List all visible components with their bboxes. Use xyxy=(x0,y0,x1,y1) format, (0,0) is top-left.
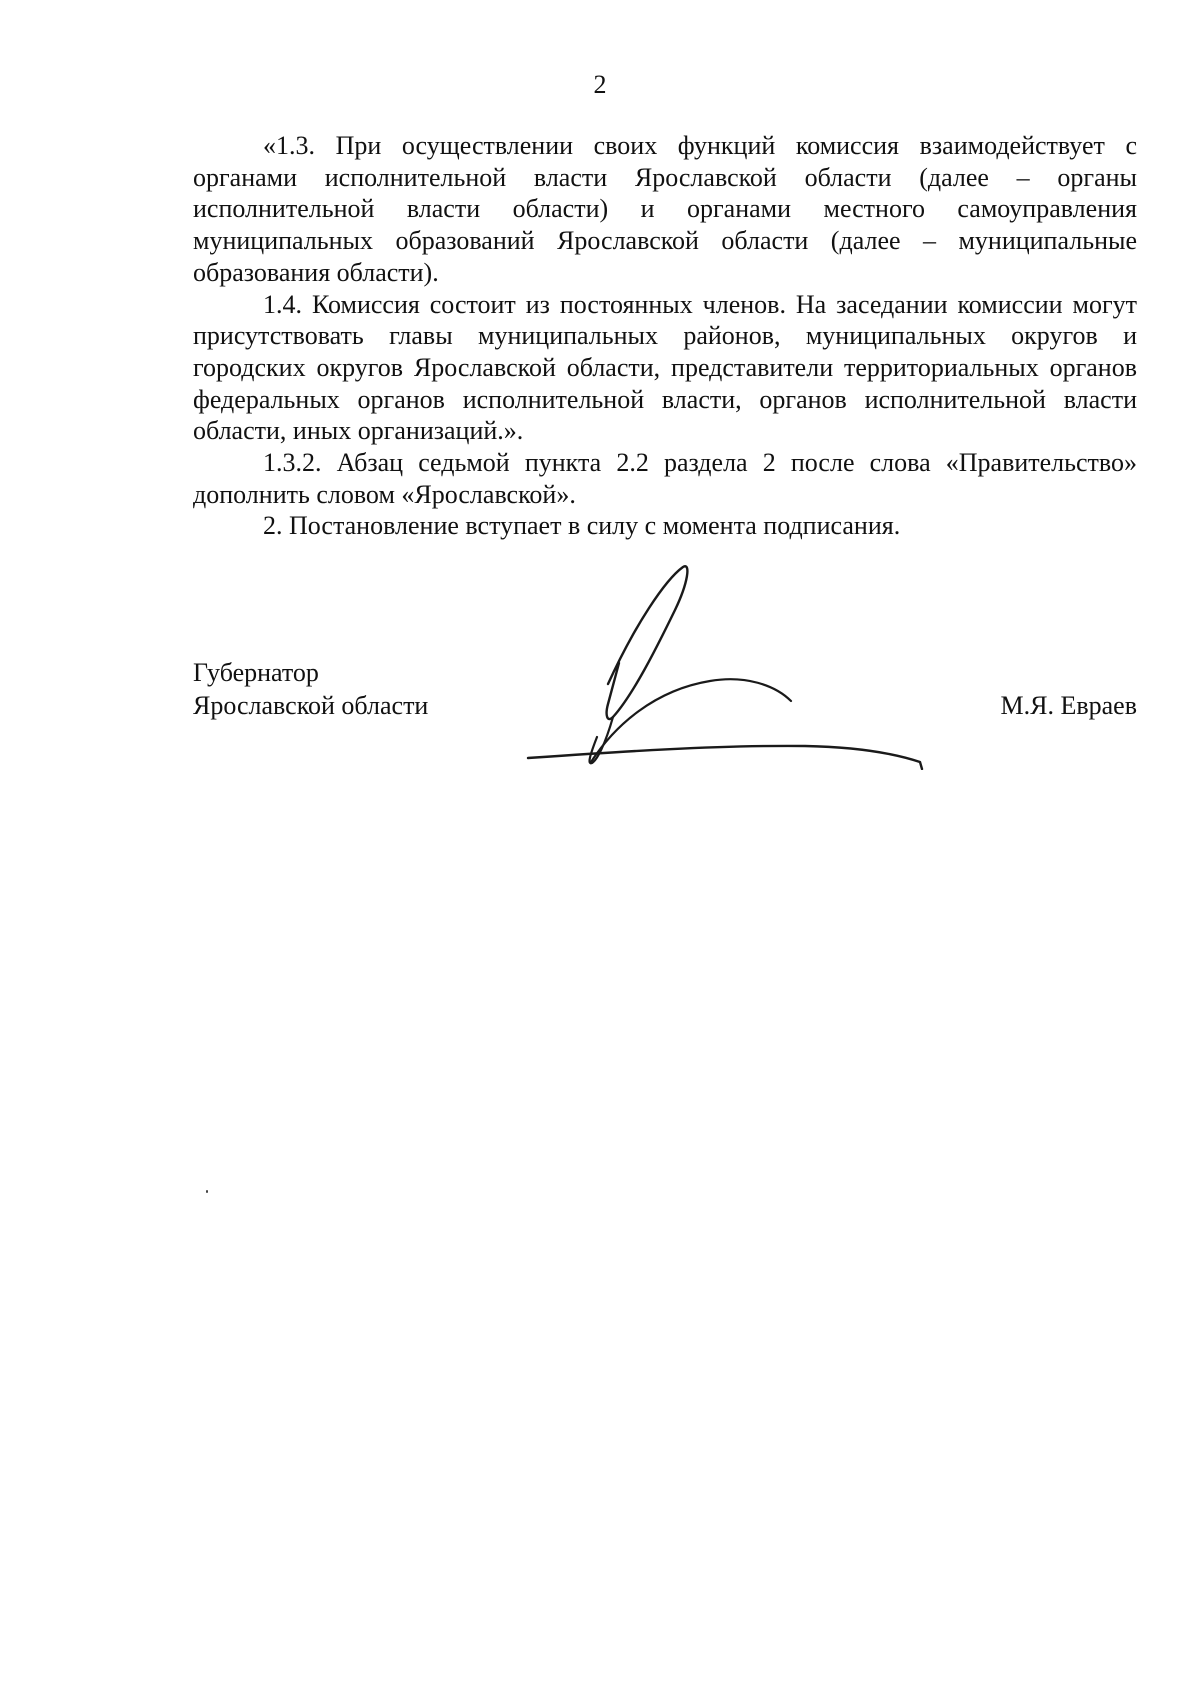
signer-position-line-1: Губернатор xyxy=(193,658,319,687)
paragraph-1-3-2: 1.3.2. Абзац седьмой пункта 2.2 раздела 2 после слова «Правительство» дополнить словом «Ярославской». xyxy=(193,448,1137,509)
document-body xyxy=(193,130,1137,542)
signer-position-line-2: Ярославской области xyxy=(193,691,429,720)
paragraph-1-3: «1.3. При осуществлении своих функций комиссия взаимодействует с органами исполнительной власти Ярославской области (далее – органы исполнительной власти области) и органами местного самоуправления муниципальных образований Ярославской области (далее – муниципальные образования области). xyxy=(193,131,1137,287)
signer-name: М.Я. Евраев xyxy=(1000,691,1137,720)
scan-speck xyxy=(206,1190,208,1193)
page-number: 2 xyxy=(593,70,607,99)
paragraph-1-4: 1.4. Комиссия состоит из постоянных членов. На заседании комиссии могут присутствовать главы муниципальных районов, муниципальных округов и городских округов Ярославской области, представители территориальных органов федеральных органов исполнительной власти, органов исполнительной власти области, иных организаций.». xyxy=(193,289,1137,446)
handwritten-signature xyxy=(525,565,925,770)
signer-position xyxy=(193,656,428,722)
paragraph-2: 2. Постановление вступает в силу с момента подписания. xyxy=(263,511,901,541)
